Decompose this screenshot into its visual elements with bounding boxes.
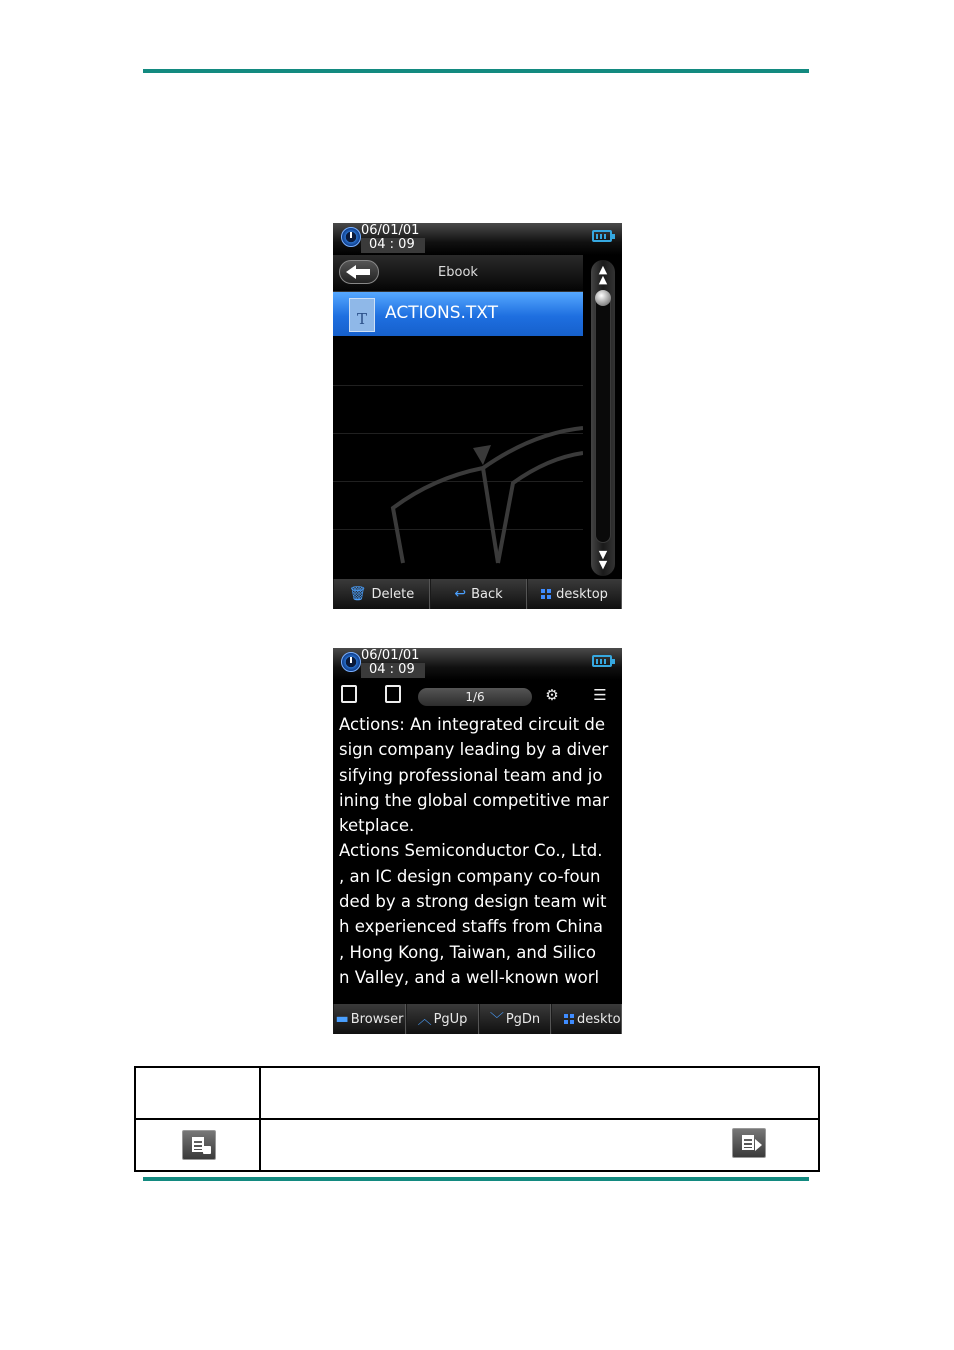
text-line: ketplace. <box>339 816 415 836</box>
page-indicator: 1/6 <box>418 688 532 706</box>
text-line: h experienced staffs from China <box>339 917 604 937</box>
text-line: Actions: An integrated circuit de <box>339 715 605 734</box>
file-name: ACTIONS.TXT <box>385 303 499 323</box>
browser-label: Browser <box>350 1011 404 1027</box>
battery-icon <box>592 655 612 667</box>
status-bar <box>333 223 622 255</box>
scrollbar-thumb[interactable] <box>595 290 611 306</box>
pgdn-button[interactable] <box>479 1004 551 1034</box>
footer-rule <box>143 1177 809 1181</box>
text-line: Actions Semiconductor Co., Ltd. <box>339 841 603 861</box>
auto-play-icon[interactable]: ☰ <box>593 686 607 704</box>
text-line: sifying professional team and jo <box>339 765 603 785</box>
icon-description-table <box>134 1066 820 1172</box>
text-line: ded by a strong design team wit <box>339 892 607 912</box>
delete-button[interactable] <box>333 579 430 609</box>
desktop-label: deskto <box>577 1011 621 1027</box>
chevron-up-icon: ︿ <box>417 1012 432 1028</box>
grid-icon <box>541 589 551 599</box>
status-time: 04 : 09 <box>369 662 415 677</box>
bottom-toolbar <box>333 579 622 609</box>
settings-gear-icon[interactable]: ⚙ <box>545 686 559 704</box>
scroll-bottom-icon[interactable]: ▼ ▼ <box>598 548 608 571</box>
ebook-text <box>339 712 619 990</box>
clock-icon <box>341 652 361 672</box>
table-row-divider <box>136 1118 818 1120</box>
delete-label: Delete <box>371 586 415 602</box>
back-label: Back <box>471 586 503 602</box>
folder-icon: ▬ <box>335 1011 349 1027</box>
return-arrow-icon: ↩ <box>454 586 467 602</box>
bookmark-list-icon[interactable] <box>385 685 407 705</box>
back-button[interactable] <box>430 579 527 609</box>
text-line: sign company leading by a diver <box>339 740 609 760</box>
bookmark-add-icon[interactable] <box>341 685 363 705</box>
list-item-file[interactable] <box>333 292 583 336</box>
browser-button[interactable] <box>333 1004 406 1034</box>
status-date: 06/01/01 <box>361 223 420 238</box>
page-title: Ebook <box>438 265 478 280</box>
book-watermark-icon <box>333 423 583 579</box>
ebook-reader-screen <box>333 648 622 1034</box>
text-line: n Valley, and a well-known worl <box>339 967 600 987</box>
chevron-down-icon: ﹀ <box>489 1012 504 1028</box>
status-time: 04 : 09 <box>369 237 415 252</box>
text-line: ining the global competitive mar <box>339 790 609 810</box>
pgup-button[interactable] <box>406 1004 479 1034</box>
pgdn-label: PgDn <box>505 1011 541 1027</box>
text-file-icon: T <box>349 298 375 332</box>
text-line: , an IC design company co-foun <box>339 866 601 886</box>
bookmark-add-icon <box>182 1130 216 1160</box>
status-date: 06/01/01 <box>361 648 420 663</box>
desktop-label: desktop <box>556 586 608 602</box>
grid-icon <box>564 1014 574 1024</box>
list-divider <box>333 385 583 386</box>
scroll-top-icon[interactable]: ▲ ▲ <box>598 263 608 286</box>
desktop-button[interactable] <box>551 1004 622 1034</box>
bookmark-list-icon <box>732 1128 766 1158</box>
back-arrow-icon[interactable] <box>339 260 379 284</box>
header-rule <box>143 69 809 73</box>
scrollbar-groove <box>595 293 611 543</box>
title-bar <box>333 255 583 292</box>
text-line: , Hong Kong, Taiwan, and Silico <box>339 942 596 962</box>
desktop-button[interactable] <box>527 579 622 609</box>
status-bar <box>333 648 622 680</box>
clock-icon <box>341 227 361 247</box>
reader-toolbar <box>333 680 622 710</box>
pgup-label: PgUp <box>433 1011 468 1027</box>
bottom-toolbar <box>333 1004 622 1034</box>
ebook-browser-screen <box>333 223 622 609</box>
trash-icon: 🗑 <box>348 586 367 602</box>
battery-icon <box>592 230 612 242</box>
table-column-divider <box>259 1068 261 1170</box>
